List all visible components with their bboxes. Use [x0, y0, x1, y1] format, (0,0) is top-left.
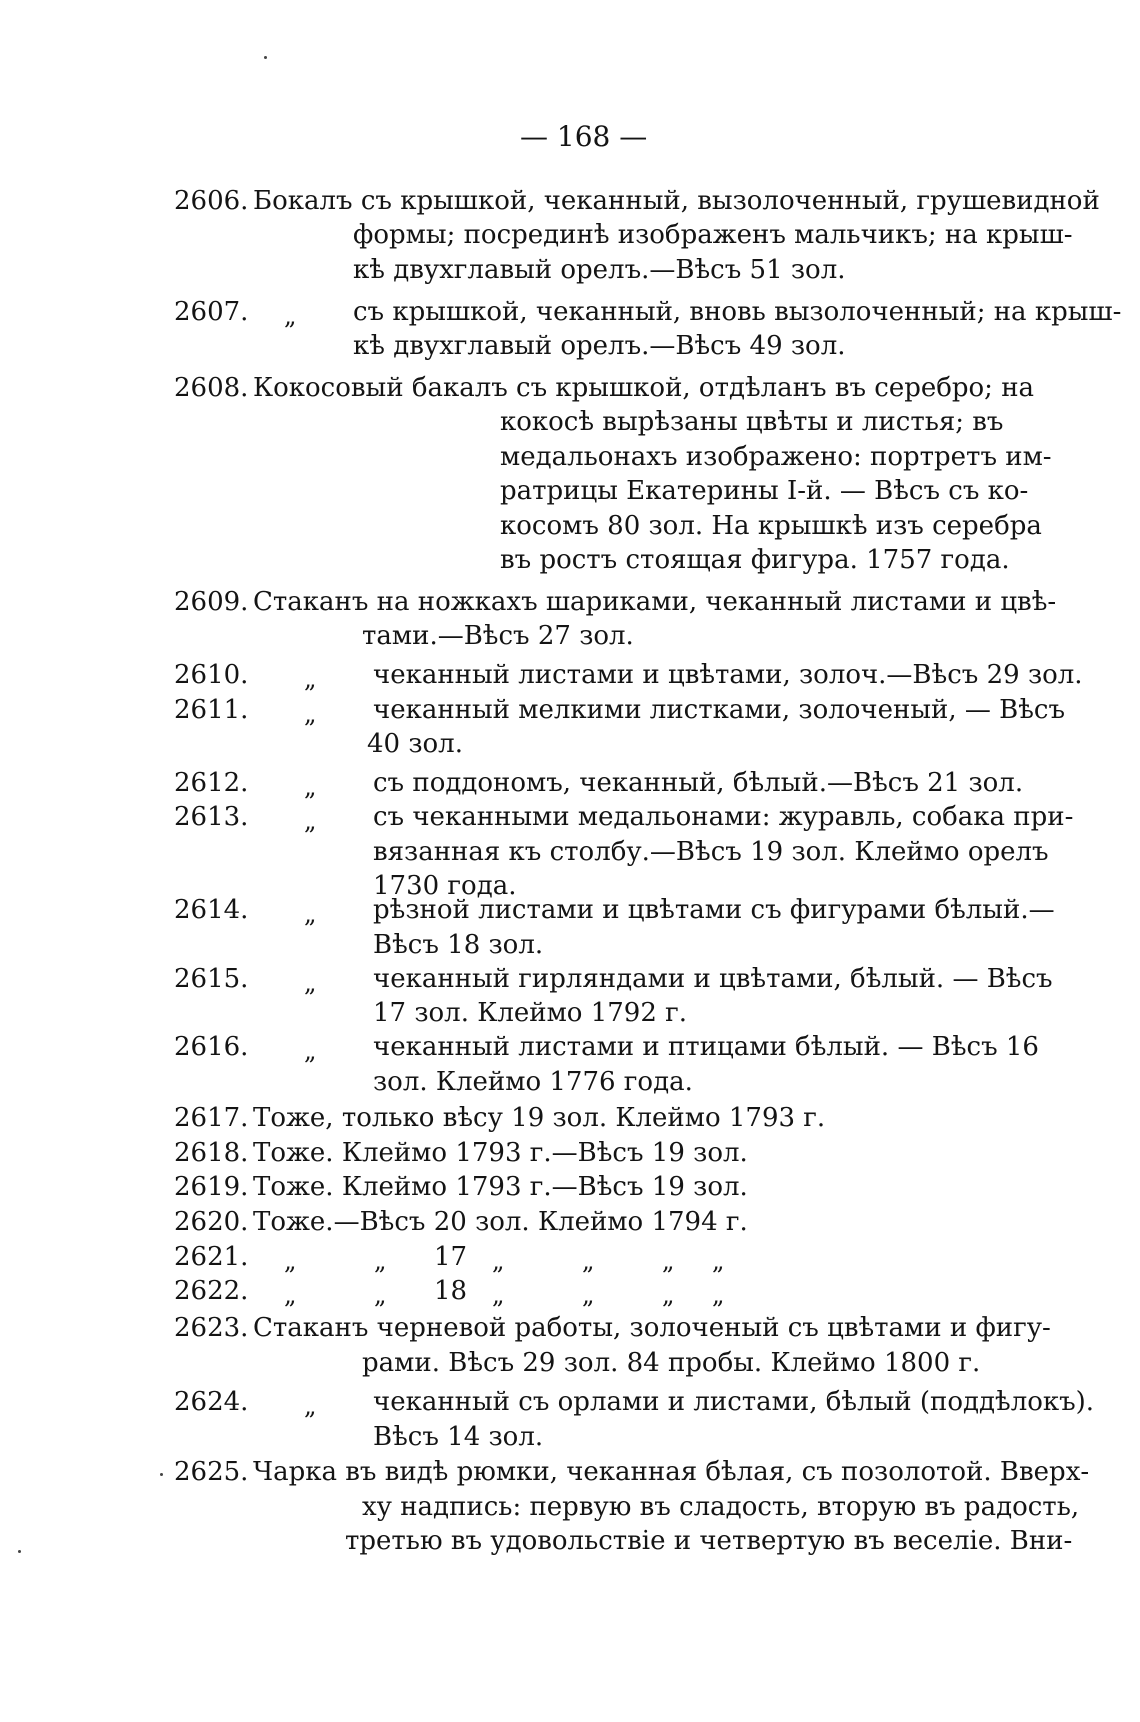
entry-text-line: зол. Клеймо 1776 года.: [373, 1067, 693, 1097]
entry-text-line: въ ростъ стоящая фигура. 1757 года.: [500, 545, 1010, 575]
entry-number: 2622.: [174, 1276, 249, 1306]
entry-number: 2621.: [174, 1242, 249, 1272]
ditto-mark: „: [304, 665, 317, 693]
entry-text-line: Чарка въ видѣ рюмки, чеканная бѣлая, съ позолотой. Вверх-: [253, 1457, 1090, 1487]
entry-text-line: 17: [434, 1242, 468, 1272]
ditto-mark: „: [662, 1281, 675, 1309]
entry-text-line: Тоже.—Вѣсъ 20 зол. Клеймо 1794 г.: [253, 1207, 748, 1237]
entry-number: 2609.: [174, 587, 249, 617]
entry-text-line: третью въ удовольствіе и четвертую въ веселіе. Вни-: [345, 1526, 1073, 1556]
entry-text-line: 1730 года.: [373, 871, 517, 901]
entry-text-line: Бокалъ съ крышкой, чеканный, вызолоченный, грушевидной: [253, 186, 1100, 216]
entry-number: 2612.: [174, 768, 249, 798]
ditto-mark: „: [492, 1247, 505, 1275]
entry-text-line: Вѣсъ 14 зол.: [373, 1422, 544, 1452]
entry-text-line: Стаканъ черневой работы, золоченый съ цвѣтами и фигу-: [253, 1313, 1051, 1343]
entry-text-line: чеканный листами и цвѣтами, золоч.—Вѣсъ 29 зол.: [373, 660, 1083, 690]
scan-speck: [18, 1550, 21, 1553]
entry-number: 2610.: [174, 660, 249, 690]
entry-number: 2618.: [174, 1138, 249, 1168]
entry-number: 2614.: [174, 895, 249, 925]
entry-text-line: чеканный мелкими листками, золоченый, — Вѣсъ: [373, 695, 1066, 725]
entry-text-line: формы; посрединѣ изображенъ мальчикъ; на крыш-: [353, 220, 1073, 250]
ditto-mark: „: [284, 302, 297, 330]
entry-number: 2607.: [174, 297, 249, 327]
entry-text-line: Вѣсъ 18 зол.: [373, 930, 544, 960]
scan-speck: [264, 56, 267, 59]
entry-text-line: Тоже. Клеймо 1793 г.—Вѣсъ 19 зол.: [253, 1172, 748, 1202]
entry-text-line: вязанная къ столбу.—Вѣсъ 19 зол. Клеймо орелъ: [373, 837, 1049, 867]
ditto-mark: „: [582, 1281, 595, 1309]
ditto-mark: „: [304, 700, 317, 728]
entry-number: 2608.: [174, 373, 249, 403]
ditto-mark: „: [304, 1037, 317, 1065]
entry-number: 2606.: [174, 186, 249, 216]
entry-text-line: ху надпись: первую въ сладость, вторую въ радость,: [362, 1492, 1080, 1522]
ditto-mark: „: [304, 773, 317, 801]
entry-text-line: чеканный листами и птицами бѣлый. — Вѣсъ 16: [373, 1032, 1039, 1062]
entry-text-line: Кокосовый бакалъ съ крышкой, отдѣланъ въ серебро; на: [253, 373, 1035, 403]
entry-text-line: съ крышкой, чеканный, вновь вызолоченный; на крыш-: [353, 297, 1122, 327]
entry-text-line: чеканный гирляндами и цвѣтами, бѣлый. — Вѣсъ: [373, 964, 1053, 994]
ditto-mark: „: [492, 1281, 505, 1309]
ditto-mark: „: [374, 1247, 387, 1275]
entry-number: 2623.: [174, 1313, 249, 1343]
entry-text-line: косомъ 80 зол. На крышкѣ изъ серебра: [500, 511, 1042, 541]
entry-number: 2611.: [174, 695, 249, 725]
entry-text-line: 18: [434, 1276, 468, 1306]
entry-text-line: Тоже. Клеймо 1793 г.—Вѣсъ 19 зол.: [253, 1138, 748, 1168]
ditto-mark: „: [284, 1281, 297, 1309]
entry-text-line: кѣ двухглавый орелъ.—Вѣсъ 51 зол.: [353, 255, 846, 285]
entry-text-line: Стаканъ на ножкахъ шариками, чеканный листами и цвѣ-: [253, 587, 1057, 617]
page-number: — 168 —: [520, 120, 648, 153]
ditto-mark: „: [582, 1247, 595, 1275]
ditto-mark: „: [304, 807, 317, 835]
ditto-mark: „: [304, 1392, 317, 1420]
entry-number: 2615.: [174, 964, 249, 994]
scan-speck: [160, 1473, 163, 1476]
entry-text-line: 40 зол.: [367, 729, 463, 759]
ditto-mark: „: [284, 1247, 297, 1275]
entry-text-line: 17 зол. Клеймо 1792 г.: [373, 998, 688, 1028]
entry-text-line: чеканный съ орлами и листами, бѣлый (поддѣлокъ).: [373, 1387, 1095, 1417]
ditto-mark: „: [712, 1247, 725, 1275]
entry-text-line: съ поддономъ, чеканный, бѣлый.—Вѣсъ 21 зол.: [373, 768, 1024, 798]
entry-number: 2625.: [174, 1457, 249, 1487]
entry-text-line: ратрицы Екатерины I-й. — Вѣсъ съ ко-: [500, 476, 1029, 506]
entry-text-line: Тоже, только вѣсу 19 зол. Клеймо 1793 г.: [253, 1103, 826, 1133]
entry-number: 2620.: [174, 1207, 249, 1237]
entry-text-line: тами.—Вѣсъ 27 зол.: [362, 621, 634, 651]
ditto-mark: „: [304, 900, 317, 928]
entry-text-line: рѣзной листами и цвѣтами съ фигурами бѣлый.—: [373, 895, 1055, 925]
entry-number: 2617.: [174, 1103, 249, 1133]
ditto-mark: „: [374, 1281, 387, 1309]
entry-text-line: кѣ двухглавый орелъ.—Вѣсъ 49 зол.: [353, 331, 846, 361]
entry-text-line: медальонахъ изображено: портретъ им-: [500, 442, 1052, 472]
entry-number: 2619.: [174, 1172, 249, 1202]
ditto-mark: „: [712, 1281, 725, 1309]
entry-number: 2613.: [174, 802, 249, 832]
entry-text-line: съ чеканными медальонами: журавль, собака при-: [373, 802, 1074, 832]
ditto-mark: „: [662, 1247, 675, 1275]
entry-text-line: рами. Вѣсъ 29 зол. 84 пробы. Клеймо 1800 г.: [362, 1348, 981, 1378]
entry-number: 2616.: [174, 1032, 249, 1062]
ditto-mark: „: [304, 969, 317, 997]
entry-text-line: кокосѣ вырѣзаны цвѣты и листья; въ: [500, 407, 1004, 437]
entry-number: 2624.: [174, 1387, 249, 1417]
